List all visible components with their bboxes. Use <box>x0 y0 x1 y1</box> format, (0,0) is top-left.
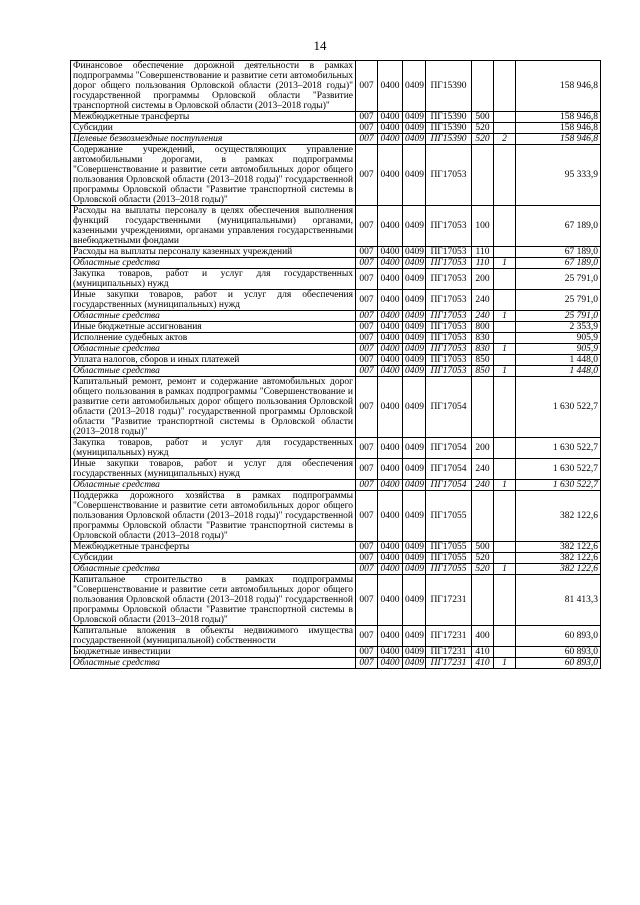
funding-source-cell <box>494 333 516 344</box>
funding-source-cell <box>494 145 516 206</box>
target-article-cell: ПГ17231 <box>426 658 472 669</box>
amount-cell: 1 630 522,7 <box>516 480 601 491</box>
target-article-cell: ПГ17055 <box>426 491 472 542</box>
section-code-cell: 0400 <box>378 258 403 269</box>
target-article-cell: ПГ15390 <box>426 123 472 134</box>
table-row <box>71 311 601 322</box>
amount-cell: 67 189,0 <box>516 206 601 247</box>
budget-table-body <box>71 61 601 669</box>
table-row <box>71 344 601 355</box>
expense-name-cell: Уплата налогов, сборов и иных платежей <box>71 355 356 366</box>
department-code-cell: 007 <box>356 553 378 564</box>
target-article-cell: ПГ17054 <box>426 438 472 459</box>
table-row <box>71 491 601 542</box>
expense-name-cell: Исполнение судебных актов <box>71 333 356 344</box>
expense-type-cell: 240 <box>472 290 494 311</box>
target-article-cell: ПГ15390 <box>426 112 472 123</box>
amount-cell: 25 791,0 <box>516 269 601 290</box>
expense-name-cell: Финансовое обеспечение дорожной деятельности в рамках подпрограммы "Совершенствование и развитие сети автомобильных дорог общего пользования Орловской области (2013–2018 годы)" государственной программы Орловской области "Развитие транспортной системы в Орловской области (2013–2018 годы)" <box>71 61 356 112</box>
department-code-cell: 007 <box>356 112 378 123</box>
department-code-cell: 007 <box>356 322 378 333</box>
target-article-cell: ПГ17231 <box>426 575 472 626</box>
amount-cell: 382 122,6 <box>516 542 601 553</box>
funding-source-cell: 1 <box>494 480 516 491</box>
expense-name-cell: Целевые безвозмездные поступления <box>71 134 356 145</box>
expense-type-cell: 520 <box>472 123 494 134</box>
section-code-cell: 0400 <box>378 377 403 438</box>
table-row <box>71 258 601 269</box>
expense-type-cell: 240 <box>472 311 494 322</box>
budget-table <box>70 60 601 669</box>
amount-cell: 60 893,0 <box>516 647 601 658</box>
department-code-cell: 007 <box>356 134 378 145</box>
funding-source-cell <box>494 61 516 112</box>
funding-source-cell <box>494 491 516 542</box>
expense-type-cell: 850 <box>472 366 494 377</box>
section-code-cell: 0400 <box>378 459 403 480</box>
expense-type-cell: 520 <box>472 553 494 564</box>
funding-source-cell <box>494 438 516 459</box>
department-code-cell: 007 <box>356 377 378 438</box>
expense-name-cell: Субсидии <box>71 553 356 564</box>
subsection-code-cell: 0409 <box>403 311 426 322</box>
subsection-code-cell: 0409 <box>403 542 426 553</box>
section-code-cell: 0400 <box>378 542 403 553</box>
department-code-cell: 007 <box>356 61 378 112</box>
table-row <box>71 553 601 564</box>
subsection-code-cell: 0409 <box>403 333 426 344</box>
amount-cell: 158 946,8 <box>516 112 601 123</box>
expense-type-cell <box>472 145 494 206</box>
department-code-cell: 007 <box>356 290 378 311</box>
expense-name-cell: Расходы на выплаты персоналу казенных учреждений <box>71 247 356 258</box>
funding-source-cell <box>494 112 516 123</box>
department-code-cell: 007 <box>356 247 378 258</box>
funding-source-cell: 1 <box>494 258 516 269</box>
target-article-cell: ПГ17055 <box>426 564 472 575</box>
target-article-cell: ПГ17053 <box>426 344 472 355</box>
funding-source-cell <box>494 290 516 311</box>
subsection-code-cell: 0409 <box>403 438 426 459</box>
target-article-cell: ПГ17053 <box>426 311 472 322</box>
department-code-cell: 007 <box>356 145 378 206</box>
table-row <box>71 480 601 491</box>
section-code-cell: 0400 <box>378 553 403 564</box>
subsection-code-cell: 0409 <box>403 322 426 333</box>
target-article-cell: ПГ17053 <box>426 269 472 290</box>
funding-source-cell <box>494 206 516 247</box>
amount-cell: 158 946,8 <box>516 134 601 145</box>
target-article-cell: ПГ15390 <box>426 134 472 145</box>
expense-name-cell: Капитальное строительство в рамках подпрограммы "Совершенствование и развитие сети автомобильных дорог общего пользования Орловской области (2013–2018 годы)" государственной программы Орловской области "Развитие транспортной системы в Орловской области (2013–2018 годы)" <box>71 575 356 626</box>
table-row <box>71 290 601 311</box>
department-code-cell: 007 <box>356 269 378 290</box>
section-code-cell: 0400 <box>378 311 403 322</box>
target-article-cell: ПГ17053 <box>426 333 472 344</box>
subsection-code-cell: 0409 <box>403 290 426 311</box>
department-code-cell: 007 <box>356 542 378 553</box>
amount-cell: 158 946,8 <box>516 61 601 112</box>
subsection-code-cell: 0409 <box>403 564 426 575</box>
expense-name-cell: Субсидии <box>71 123 356 134</box>
funding-source-cell <box>494 459 516 480</box>
expense-name-cell: Областные средства <box>71 658 356 669</box>
funding-source-cell: 1 <box>494 564 516 575</box>
section-code-cell: 0400 <box>378 322 403 333</box>
subsection-code-cell: 0409 <box>403 491 426 542</box>
section-code-cell: 0400 <box>378 134 403 145</box>
expense-type-cell: 200 <box>472 269 494 290</box>
expense-type-cell <box>472 61 494 112</box>
funding-source-cell <box>494 269 516 290</box>
amount-cell: 25 791,0 <box>516 311 601 322</box>
expense-type-cell <box>472 377 494 438</box>
expense-type-cell: 500 <box>472 112 494 123</box>
amount-cell: 67 189,0 <box>516 258 601 269</box>
expense-type-cell: 240 <box>472 480 494 491</box>
funding-source-cell <box>494 647 516 658</box>
subsection-code-cell: 0409 <box>403 134 426 145</box>
expense-type-cell <box>472 575 494 626</box>
amount-cell: 1 630 522,7 <box>516 438 601 459</box>
expense-name-cell: Областные средства <box>71 366 356 377</box>
section-code-cell: 0400 <box>378 658 403 669</box>
amount-cell: 1 448,0 <box>516 355 601 366</box>
table-row <box>71 333 601 344</box>
table-row <box>71 322 601 333</box>
section-code-cell: 0400 <box>378 206 403 247</box>
expense-type-cell: 240 <box>472 459 494 480</box>
expense-name-cell: Областные средства <box>71 258 356 269</box>
table-row <box>71 61 601 112</box>
subsection-code-cell: 0409 <box>403 145 426 206</box>
table-row <box>71 123 601 134</box>
department-code-cell: 007 <box>356 258 378 269</box>
expense-name-cell: Капитальный ремонт, ремонт и содержание автомобильных дорог общего пользования в рамках подпрограммы "Совершенствование и развитие сети автомобильных дорог общего пользования Орловской области (2013–2018 годы)" государственной программы Орловской области "Развитие транспортной системы в Орловской области (2013–2018 годы)" <box>71 377 356 438</box>
section-code-cell: 0400 <box>378 145 403 206</box>
section-code-cell: 0400 <box>378 491 403 542</box>
subsection-code-cell: 0409 <box>403 647 426 658</box>
department-code-cell: 007 <box>356 206 378 247</box>
expense-name-cell: Межбюджетные трансферты <box>71 542 356 553</box>
expense-type-cell: 500 <box>472 542 494 553</box>
expense-name-cell: Областные средства <box>71 564 356 575</box>
target-article-cell: ПГ17231 <box>426 626 472 647</box>
expense-name-cell: Межбюджетные трансферты <box>71 112 356 123</box>
amount-cell: 1 630 522,7 <box>516 459 601 480</box>
section-code-cell: 0400 <box>378 366 403 377</box>
target-article-cell: ПГ17053 <box>426 206 472 247</box>
section-code-cell: 0400 <box>378 355 403 366</box>
section-code-cell: 0400 <box>378 647 403 658</box>
amount-cell: 25 791,0 <box>516 290 601 311</box>
expense-type-cell: 110 <box>472 247 494 258</box>
table-row <box>71 366 601 377</box>
subsection-code-cell: 0409 <box>403 658 426 669</box>
target-article-cell: ПГ17053 <box>426 145 472 206</box>
target-article-cell: ПГ17054 <box>426 377 472 438</box>
section-code-cell: 0400 <box>378 290 403 311</box>
funding-source-cell: 1 <box>494 344 516 355</box>
target-article-cell: ПГ15390 <box>426 61 472 112</box>
amount-cell: 95 333,9 <box>516 145 601 206</box>
funding-source-cell <box>494 553 516 564</box>
target-article-cell: ПГ17231 <box>426 647 472 658</box>
target-article-cell: ПГ17053 <box>426 322 472 333</box>
funding-source-cell <box>494 377 516 438</box>
department-code-cell: 007 <box>356 311 378 322</box>
table-row <box>71 269 601 290</box>
expense-type-cell: 520 <box>472 134 494 145</box>
department-code-cell: 007 <box>356 459 378 480</box>
table-row <box>71 206 601 247</box>
subsection-code-cell: 0409 <box>403 247 426 258</box>
table-row <box>71 542 601 553</box>
amount-cell: 60 893,0 <box>516 626 601 647</box>
expense-type-cell: 520 <box>472 564 494 575</box>
target-article-cell: ПГ17053 <box>426 258 472 269</box>
expense-type-cell: 410 <box>472 647 494 658</box>
department-code-cell: 007 <box>356 658 378 669</box>
table-row <box>71 658 601 669</box>
target-article-cell: ПГ17053 <box>426 247 472 258</box>
department-code-cell: 007 <box>356 564 378 575</box>
expense-name-cell: Содержание учреждений, осуществляющих управление автомобильными дорогами, в рамках подпрограммы "Совершенствование и развитие сети автомобильных дорог общего пользования Орловской области (2013–2018 годы)" государственной программы Орловской области "Развитие транспортной системы в Орловской области (2013–2018 годы)" <box>71 145 356 206</box>
expense-type-cell: 800 <box>472 322 494 333</box>
expense-type-cell: 200 <box>472 438 494 459</box>
funding-source-cell <box>494 322 516 333</box>
subsection-code-cell: 0409 <box>403 626 426 647</box>
table-row <box>71 247 601 258</box>
subsection-code-cell: 0409 <box>403 553 426 564</box>
subsection-code-cell: 0409 <box>403 480 426 491</box>
section-code-cell: 0400 <box>378 344 403 355</box>
target-article-cell: ПГ17054 <box>426 480 472 491</box>
expense-name-cell: Областные средства <box>71 311 356 322</box>
table-row <box>71 626 601 647</box>
subsection-code-cell: 0409 <box>403 377 426 438</box>
expense-name-cell: Закупка товаров, работ и услуг для государственных (муниципальных) нужд <box>71 438 356 459</box>
funding-source-cell: 2 <box>494 134 516 145</box>
amount-cell: 60 893,0 <box>516 658 601 669</box>
amount-cell: 382 122,6 <box>516 553 601 564</box>
table-row <box>71 134 601 145</box>
amount-cell: 1 448,0 <box>516 366 601 377</box>
section-code-cell: 0400 <box>378 564 403 575</box>
funding-source-cell: 1 <box>494 366 516 377</box>
department-code-cell: 007 <box>356 491 378 542</box>
expense-type-cell: 830 <box>472 344 494 355</box>
subsection-code-cell: 0409 <box>403 344 426 355</box>
subsection-code-cell: 0409 <box>403 61 426 112</box>
expense-type-cell: 830 <box>472 333 494 344</box>
expense-type-cell <box>472 491 494 542</box>
subsection-code-cell: 0409 <box>403 112 426 123</box>
subsection-code-cell: 0409 <box>403 355 426 366</box>
section-code-cell: 0400 <box>378 626 403 647</box>
amount-cell: 158 946,8 <box>516 123 601 134</box>
department-code-cell: 007 <box>356 333 378 344</box>
subsection-code-cell: 0409 <box>403 123 426 134</box>
expense-name-cell: Капитальные вложения в объекты недвижимого имущества государственной (муниципальной) собственности <box>71 626 356 647</box>
amount-cell: 1 630 522,7 <box>516 377 601 438</box>
subsection-code-cell: 0409 <box>403 575 426 626</box>
expense-name-cell: Областные средства <box>71 480 356 491</box>
table-row <box>71 145 601 206</box>
department-code-cell: 007 <box>356 647 378 658</box>
table-row <box>71 438 601 459</box>
expense-type-cell: 100 <box>472 206 494 247</box>
section-code-cell: 0400 <box>378 112 403 123</box>
department-code-cell: 007 <box>356 123 378 134</box>
subsection-code-cell: 0409 <box>403 258 426 269</box>
funding-source-cell <box>494 542 516 553</box>
subsection-code-cell: 0409 <box>403 206 426 247</box>
funding-source-cell <box>494 247 516 258</box>
expense-name-cell: Иные закупки товаров, работ и услуг для обеспечения государственных (муниципальных) нужд <box>71 290 356 311</box>
subsection-code-cell: 0409 <box>403 269 426 290</box>
section-code-cell: 0400 <box>378 575 403 626</box>
amount-cell: 382 122,6 <box>516 564 601 575</box>
subsection-code-cell: 0409 <box>403 459 426 480</box>
section-code-cell: 0400 <box>378 61 403 112</box>
department-code-cell: 007 <box>356 575 378 626</box>
target-article-cell: ПГ17055 <box>426 542 472 553</box>
section-code-cell: 0400 <box>378 269 403 290</box>
expense-name-cell: Расходы на выплаты персоналу в целях обеспечения выполнения функций государственными (муниципальными) органами, казенными учреждениями, органами управления государственными внебюджетными фондами <box>71 206 356 247</box>
table-row <box>71 112 601 123</box>
amount-cell: 67 189,0 <box>516 247 601 258</box>
section-code-cell: 0400 <box>378 333 403 344</box>
expense-type-cell: 410 <box>472 658 494 669</box>
funding-source-cell <box>494 575 516 626</box>
expense-type-cell: 400 <box>472 626 494 647</box>
department-code-cell: 007 <box>356 344 378 355</box>
expense-name-cell: Бюджетные инвестиции <box>71 647 356 658</box>
expense-type-cell: 850 <box>472 355 494 366</box>
table-row <box>71 355 601 366</box>
expense-type-cell: 110 <box>472 258 494 269</box>
subsection-code-cell: 0409 <box>403 366 426 377</box>
department-code-cell: 007 <box>356 438 378 459</box>
section-code-cell: 0400 <box>378 247 403 258</box>
expense-name-cell: Иные закупки товаров, работ и услуг для обеспечения государственных (муниципальных) нужд <box>71 459 356 480</box>
amount-cell: 81 413,3 <box>516 575 601 626</box>
expense-name-cell: Областные средства <box>71 344 356 355</box>
funding-source-cell: 1 <box>494 311 516 322</box>
department-code-cell: 007 <box>356 480 378 491</box>
target-article-cell: ПГ17053 <box>426 290 472 311</box>
target-article-cell: ПГ17053 <box>426 366 472 377</box>
amount-cell: 905,9 <box>516 333 601 344</box>
section-code-cell: 0400 <box>378 123 403 134</box>
department-code-cell: 007 <box>356 626 378 647</box>
page-number: 14 <box>313 38 327 53</box>
table-row <box>71 564 601 575</box>
amount-cell: 382 122,6 <box>516 491 601 542</box>
funding-source-cell <box>494 355 516 366</box>
target-article-cell: ПГ17055 <box>426 553 472 564</box>
funding-source-cell <box>494 123 516 134</box>
expense-name-cell: Иные бюджетные ассигнования <box>71 322 356 333</box>
table-row <box>71 647 601 658</box>
funding-source-cell: 1 <box>494 658 516 669</box>
expense-name-cell: Поддержка дорожного хозяйства в рамках подпрограммы "Совершенствование и развитие сети автомобильных дорог общего пользования Орловской области (2013–2018 годы)" государственной программы Орловской области "Развитие транспортной системы в Орловской области (2013–2018 годы)" <box>71 491 356 542</box>
amount-cell: 2 353,9 <box>516 322 601 333</box>
target-article-cell: ПГ17053 <box>426 355 472 366</box>
funding-source-cell <box>494 626 516 647</box>
section-code-cell: 0400 <box>378 480 403 491</box>
department-code-cell: 007 <box>356 366 378 377</box>
department-code-cell: 007 <box>356 355 378 366</box>
table-row <box>71 377 601 438</box>
amount-cell: 905,9 <box>516 344 601 355</box>
expense-name-cell: Закупка товаров, работ и услуг для государственных (муниципальных) нужд <box>71 269 356 290</box>
table-row <box>71 575 601 626</box>
section-code-cell: 0400 <box>378 438 403 459</box>
table-row <box>71 459 601 480</box>
target-article-cell: ПГ17054 <box>426 459 472 480</box>
